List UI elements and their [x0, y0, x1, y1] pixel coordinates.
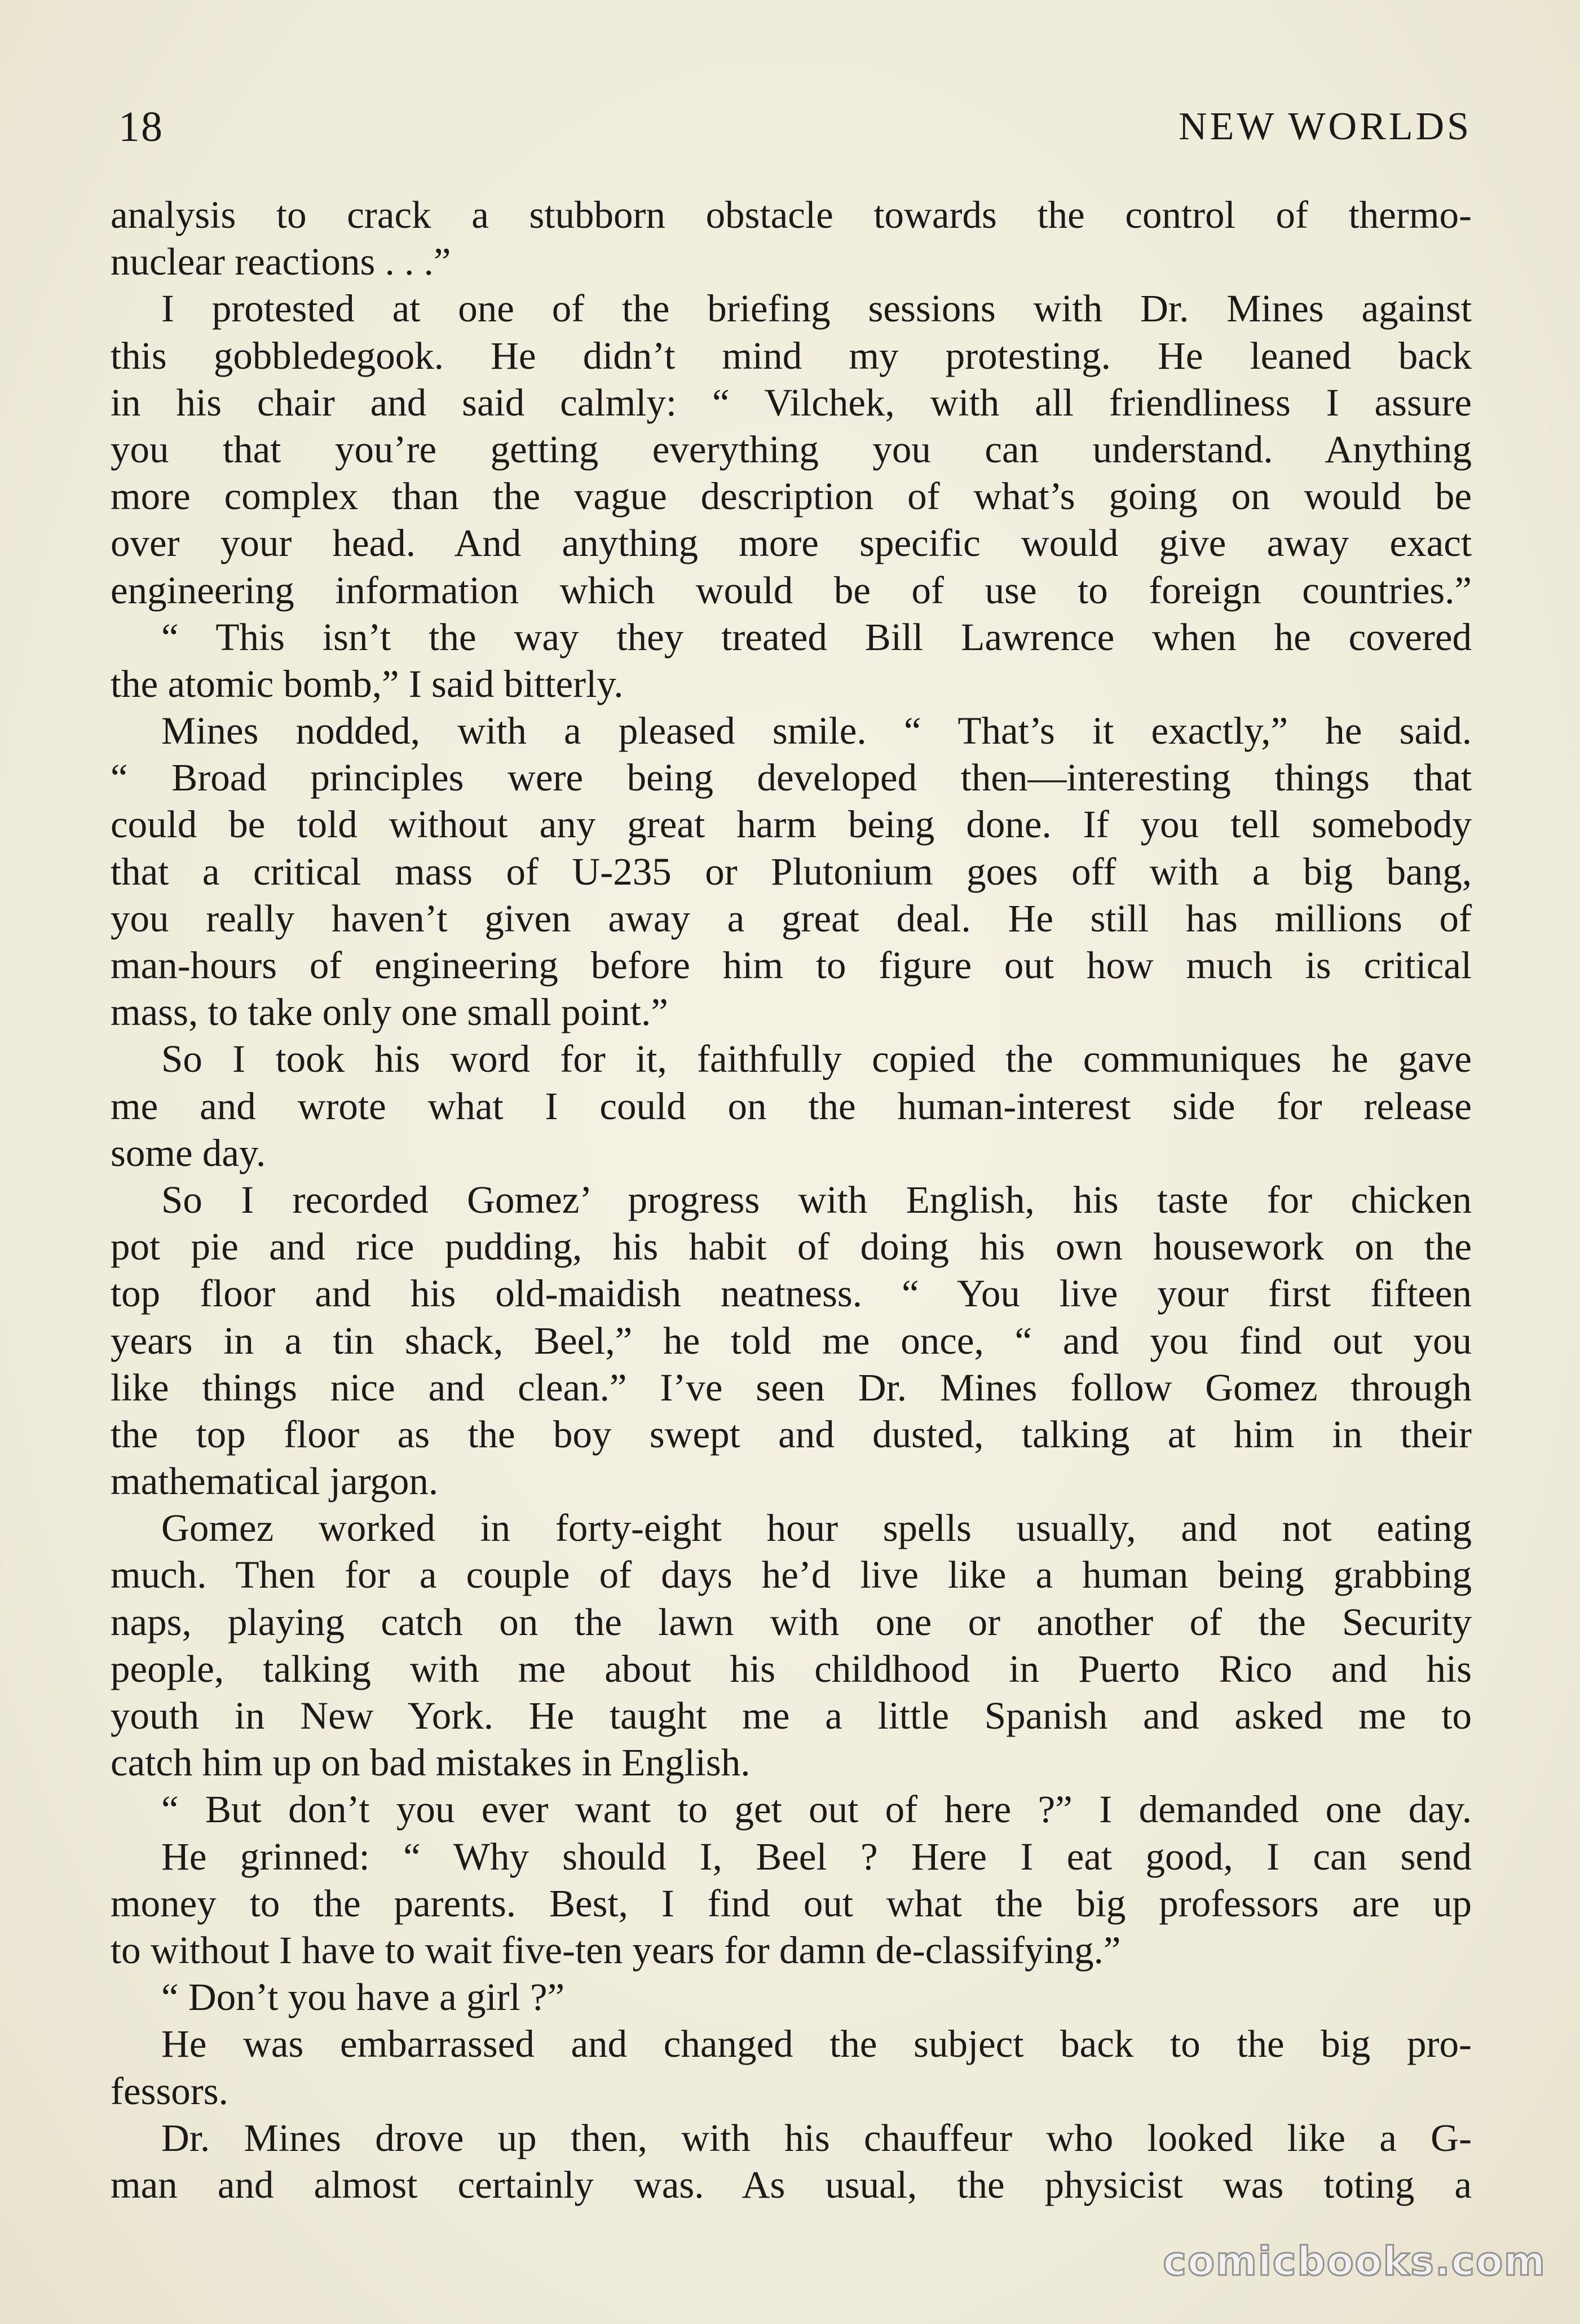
watermark-logo: comicbooks.com — [1163, 2238, 1546, 2285]
text-line: catch him up on bad mistakes in English. — [111, 1741, 751, 1784]
page-number: 18 — [118, 103, 164, 151]
text-line: youth in New York. He taught me a little Spanish and asked me to — [111, 1694, 1472, 1737]
text-line: you really haven’t given away a great deal. He still has millions of — [111, 896, 1472, 940]
text-line: in his chair and said calmly: “ Vilchek, with all friendliness I assure — [111, 381, 1472, 424]
text-line: much. Then for a couple of days he’d live like a human being grabbing — [111, 1553, 1472, 1597]
text-line: He grinned: “ Why should I, Beel ? Here I eat good, I can send — [161, 1835, 1472, 1878]
text-line: people, talking with me about his childhood in Puerto Rico and his — [111, 1647, 1472, 1690]
text-line: to without I have to wait five-ten years for damn de-classifying.” — [111, 1928, 1121, 1972]
text-line: He was embarrassed and changed the subject back to the big pro- — [161, 2022, 1472, 2066]
text-line: could be told without any great harm being done. If you tell somebody — [111, 803, 1472, 846]
text-line: top floor and his old-maidish neatness. “ You live your first fifteen — [111, 1272, 1472, 1315]
running-title: NEW WORLDS — [1179, 105, 1472, 148]
text-line: Gomez worked in forty-eight hour spells usually, and not eating — [161, 1506, 1472, 1550]
text-line: engineering information which would be of use to foreign countries.” — [111, 568, 1472, 612]
text-line: mathematical jargon. — [111, 1460, 439, 1503]
running-head — [118, 96, 1472, 158]
text-line: money to the parents. Best, I find out what the big professors are up — [111, 1881, 1472, 1925]
text-line: “ Broad principles were being developed then—interesting things that — [111, 756, 1472, 799]
text-line: So I took his word for it, faithfully copied the communiques he gave — [161, 1037, 1472, 1081]
body-text — [111, 192, 1472, 2208]
text-line: over your head. And anything more specific would give away exact — [111, 522, 1472, 565]
text-line: “ Don’t you have a girl ?” — [161, 1976, 565, 2019]
text-line: more complex than the vague description of what’s going on would be — [111, 475, 1472, 518]
text-line: Dr. Mines drove up then, with his chauffeur who looked like a G- — [161, 2116, 1472, 2159]
text-line: Mines nodded, with a pleased smile. “ That’s it exactly,” he said. — [161, 709, 1472, 753]
text-line: fessors. — [111, 2069, 228, 2113]
text-line: me and wrote what I could on the human-interest side for release — [111, 1084, 1472, 1128]
text-line: pot pie and rice pudding, his habit of doing his own housework on the — [111, 1225, 1472, 1269]
text-line: the atomic bomb,” I said bitterly. — [111, 662, 624, 705]
text-line: that a critical mass of U-235 or Plutonium goes off with a big bang, — [111, 850, 1472, 893]
text-line: years in a tin shack, Beel,” he told me once, “ and you find out you — [111, 1319, 1472, 1362]
text-line: analysis to crack a stubborn obstacle towards the control of thermo- — [111, 193, 1472, 236]
text-line: So I recorded Gomez’ progress with English, his taste for chicken — [161, 1178, 1472, 1221]
text-line: the top floor as the boy swept and dusted, talking at him in their — [111, 1412, 1472, 1456]
text-line: man-hours of engineering before him to figure out how much is critical — [111, 944, 1472, 987]
text-line: some day. — [111, 1131, 266, 1174]
text-line: mass, to take only one small point.” — [111, 991, 668, 1034]
text-line: man and almost certainly was. As usual, the physicist was toting a — [111, 2163, 1472, 2206]
text-line: this gobbledegook. He didn’t mind my protesting. He leaned back — [111, 334, 1472, 377]
text-line: nuclear reactions . . .” — [111, 240, 451, 284]
text-line: you that you’re getting everything you can understand. Anything — [111, 427, 1472, 471]
text-line: I protested at one of the briefing sessions with Dr. Mines against — [161, 287, 1472, 330]
text-line: like things nice and clean.” I’ve seen Dr. Mines follow Gomez through — [111, 1366, 1472, 1409]
text-line: “ This isn’t the way they treated Bill Lawrence when he covered — [161, 615, 1472, 659]
text-line: naps, playing catch on the lawn with one or another of the Security — [111, 1600, 1472, 1643]
text-line: “ But don’t you ever want to get out of here ?” I demanded one day. — [161, 1788, 1472, 1831]
